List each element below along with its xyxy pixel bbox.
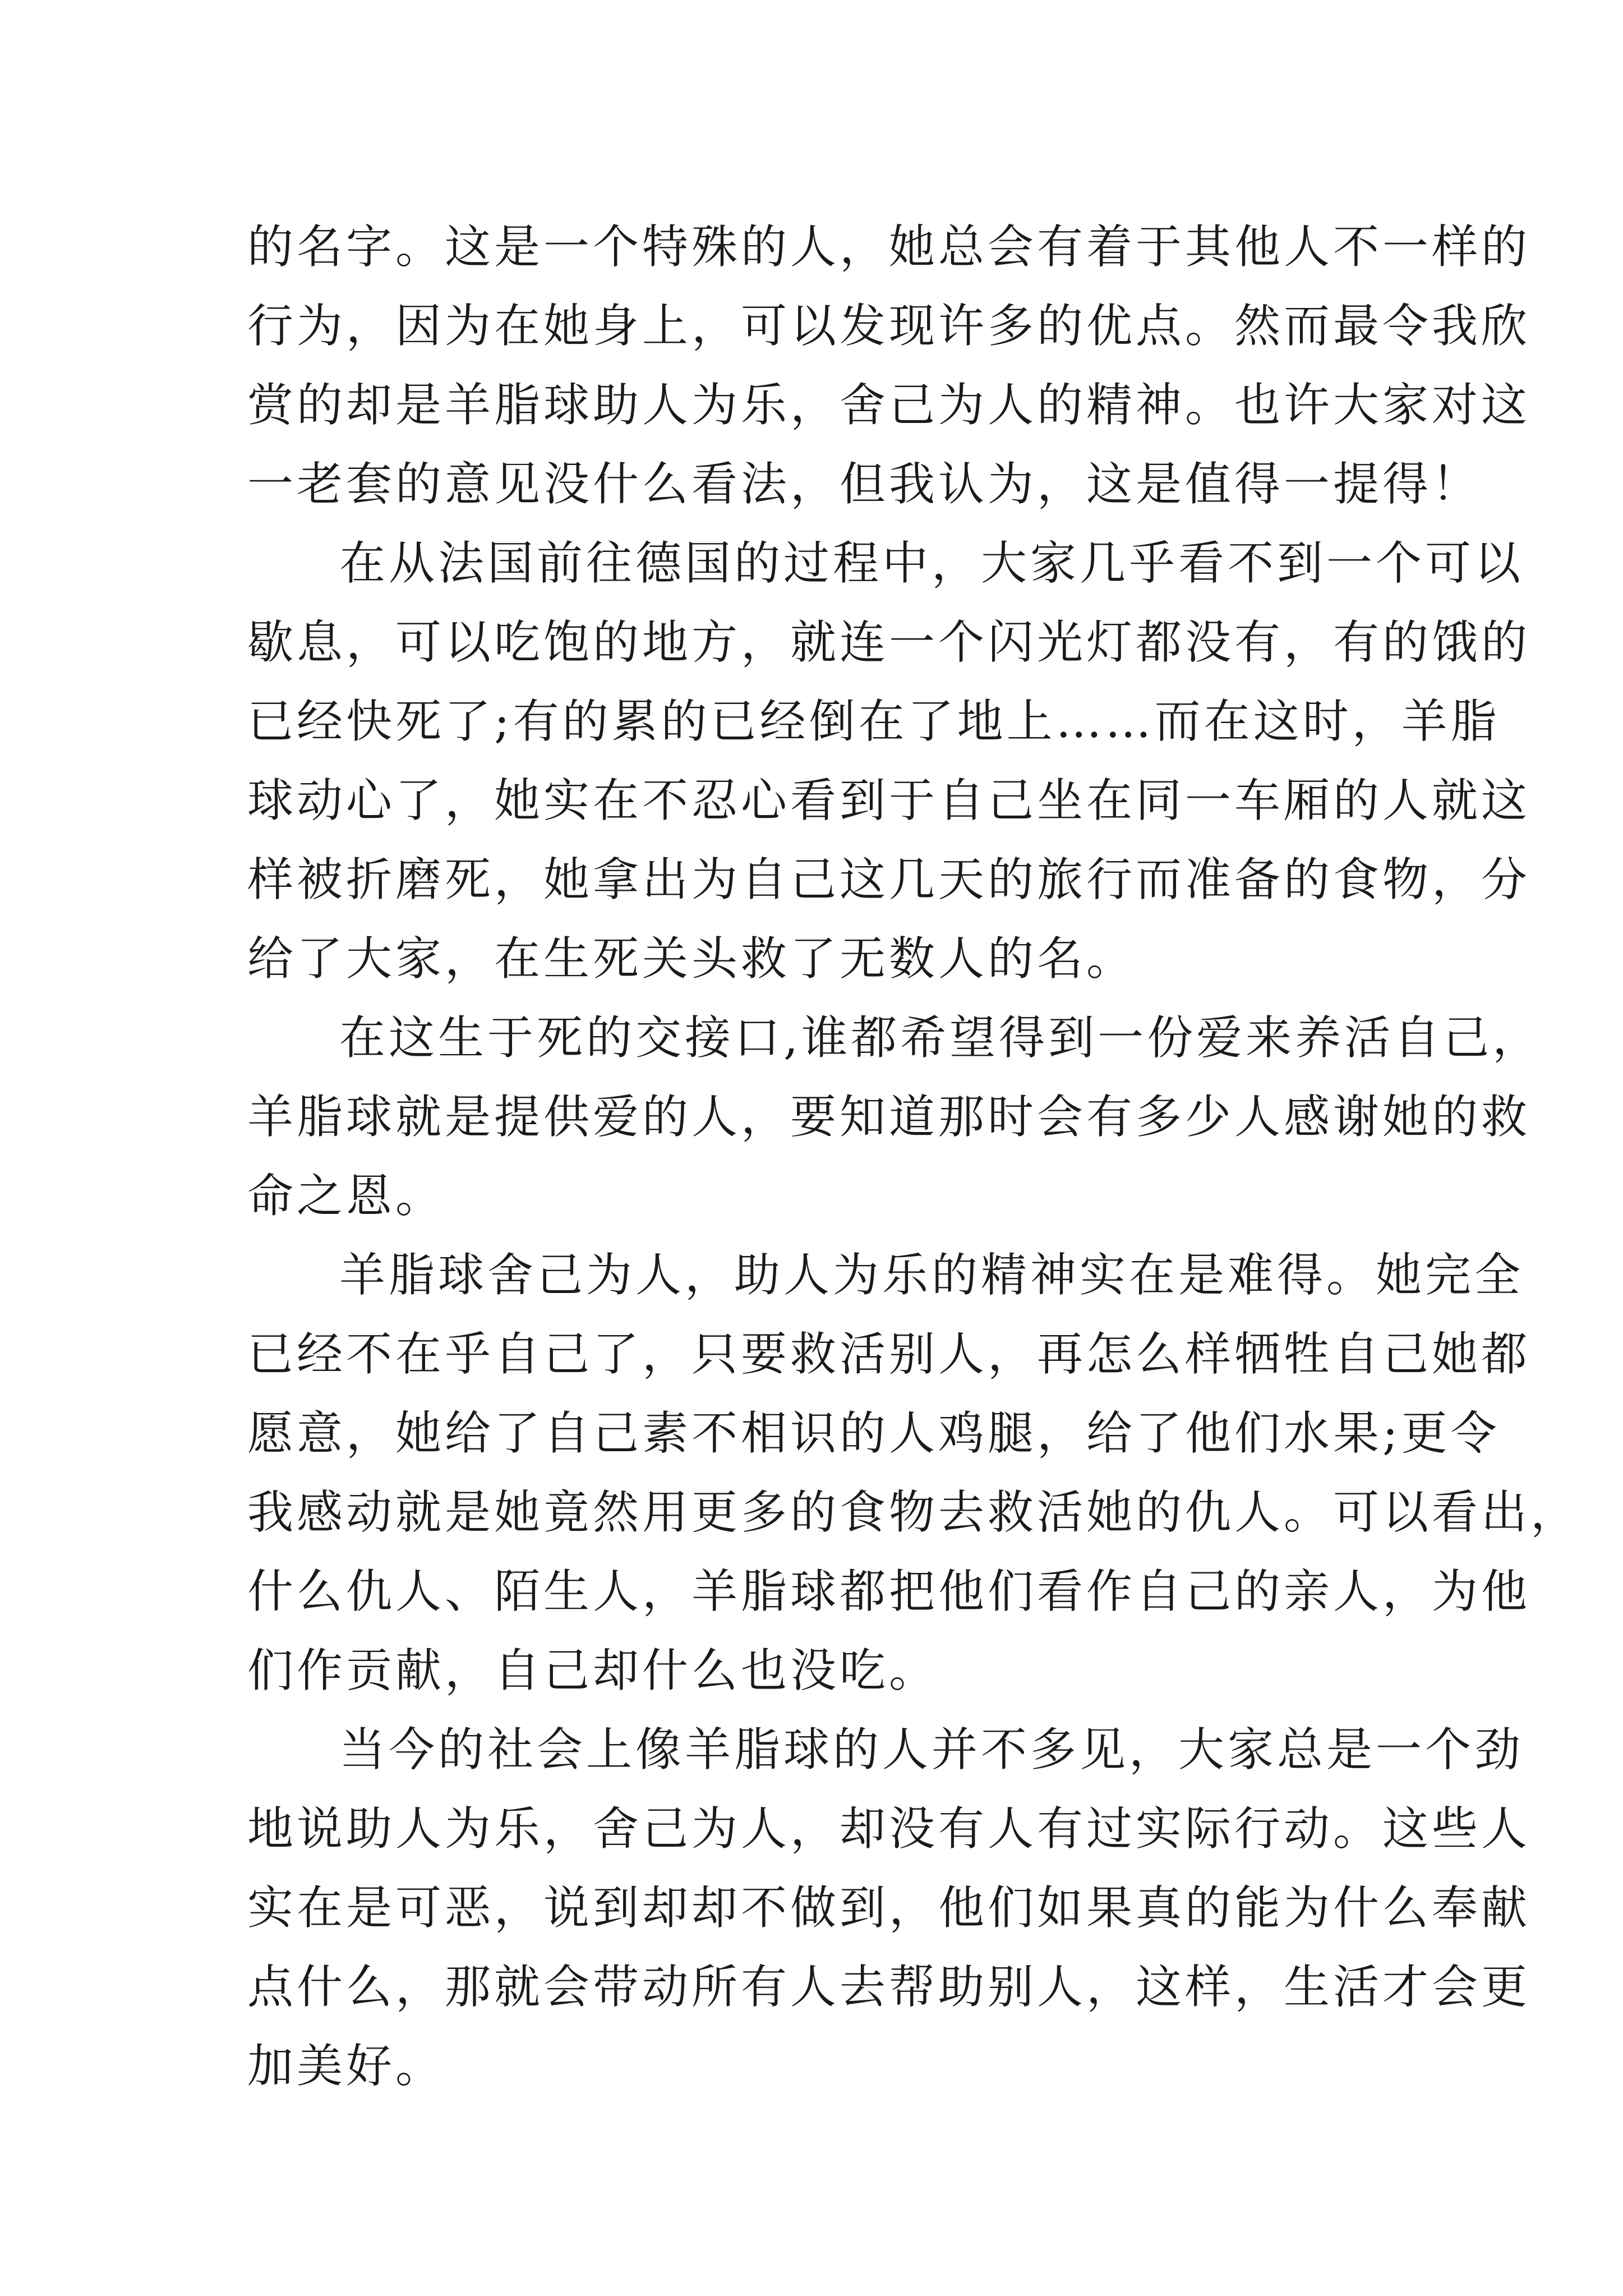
paragraph-first-line: 羊脂球舍己为人，助人为乐的精神实在是难得。她完全 (339, 1249, 1524, 1302)
text-line: 加美好。 (247, 2040, 445, 2093)
text-line: 实在是可恶，说到却却不做到，他们如果真的能为什么奉献 (247, 1881, 1531, 1935)
paragraph-first-line: 在从法国前往德国的过程中，大家几乎看不到一个可以 (339, 537, 1524, 590)
text-line: 羊脂球就是提供爱的人，要知道那时会有多少人感谢她的救 (247, 1091, 1531, 1144)
paragraph-first-line: 当今的社会上像羊脂球的人并不多见，大家总是一个劲 (339, 1723, 1524, 1777)
text-line: 歇息，可以吃饱的地方，就连一个闪光灯都没有，有的饿的 (247, 616, 1531, 669)
text-line: 已经不在乎自己了，只要救活别人，再怎么样牺牲自己她都 (247, 1328, 1531, 1381)
text-line: 给了大家，在生死关头救了无数人的名。 (247, 932, 1136, 986)
text-line: 已经快死了;有的累的已经倒在了地上……而在这时，羊脂 (247, 695, 1500, 748)
text-line: 赏的却是羊脂球助人为乐，舍己为人的精神。也许大家对这 (247, 379, 1531, 432)
text-line: 一老套的意见没什么看法，但我认为，这是值得一提得！ (247, 458, 1482, 511)
text-line: 们作贡献，自己却什么也没吃。 (247, 1644, 939, 1697)
text-line: 地说助人为乐，舍己为人，却没有人有过实际行动。这些人 (247, 1802, 1531, 1856)
text-line: 球动心了，她实在不忍心看到于自己坐在同一车厢的人就这 (247, 774, 1531, 827)
text-line: 行为，因为在她身上，可以发现许多的优点。然而最令我欣 (247, 300, 1531, 353)
text-line: 样被折磨死，她拿出为自己这几天的旅行而准备的食物，分 (247, 853, 1531, 907)
text-line: 愿意，她给了自己素不相识的人鸡腿，给了他们水果;更令 (247, 1407, 1500, 1460)
text-line: 什么仇人、陌生人，羊脂球都把他们看作自己的亲人，为他 (247, 1565, 1531, 1618)
text-line: 我感动就是她竟然用更多的食物去救活她的仇人。可以看出， (247, 1486, 1580, 1539)
text-line: 点什么，那就会带动所有人去帮助别人，这样，生活才会更 (247, 1961, 1531, 2014)
text-line: 的名字。这是一个特殊的人，她总会有着于其他人不一样的 (247, 220, 1531, 274)
text-line: 命之恩。 (247, 1170, 445, 1223)
body-text (247, 208, 1580, 2106)
paragraph-first-line: 在这生于死的交接口,谁都希望得到一份爱来养活自己， (339, 1011, 1542, 1065)
